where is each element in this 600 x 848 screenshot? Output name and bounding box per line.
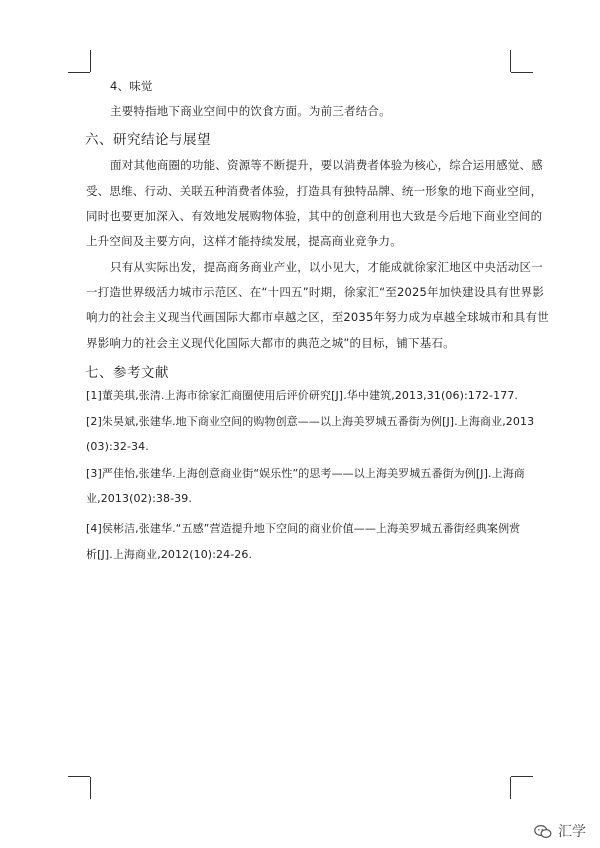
section4-item-title: 4、味觉 bbox=[110, 79, 153, 93]
reference-4-line2: 析[J].上海商业,2012(10):24-26. bbox=[86, 548, 253, 561]
reference-3-line1: [3]严佳怡,张建华.上海创意商业街“娱乐性”的思考——以上海美罗城五番街为例[J].上海商 bbox=[86, 467, 525, 480]
section6-para2-line1: 只有从实际出发，提高商务商业产业，以小见大，才能成就徐家汇地区中央活动区一 bbox=[110, 260, 543, 274]
section6-para2-line2: 一打造世界级活力城市示范区、在“十四五”时期，徐家汇“至2025年加快建设具有世界影 bbox=[86, 285, 545, 299]
section6-para1-line2: 受、思维、行动、关联五种消费者体验，打造具有独特品牌、统一形象的地下商业空间， bbox=[86, 184, 543, 198]
reference-3-line2: 业,2013(02):38-39. bbox=[86, 492, 192, 505]
reference-2-line2: (03):32-34. bbox=[86, 440, 149, 453]
reference-4-line1: [4]侯彬洁,张建华.“五感”营造提升地下空间的商业价值——上海美罗城五番街经典案例赏 bbox=[86, 522, 521, 535]
wechat-icon bbox=[534, 824, 552, 840]
reference-2-line1: [2]朱昊斌,张建华.地下商业空间的购物创意——以上海美罗城五番街为例[J].上海商业,2013 bbox=[86, 415, 535, 428]
wechat-watermark bbox=[534, 824, 586, 840]
section6-heading: 六、研究结论与展望 bbox=[85, 132, 211, 148]
section4-item-text: 主要特指地下商业空间中的饮食方面。为前三者结合。 bbox=[110, 104, 391, 118]
watermark-text: 汇学 bbox=[558, 824, 586, 840]
reference-1-line1: [1]董美琪,张清.上海市徐家汇商圈使用后评价研究[J].华中建筑,2013,31(06):172-177. bbox=[86, 389, 519, 402]
section6-para1-line3: 同时也要更加深入、有效地发展购物体验，其中的创意利用也大致是今后地下商业空间的 bbox=[86, 209, 543, 223]
section6-para1-line4: 上升空间及主要方向，这样才能持续发展，提高商业竞争力。 bbox=[86, 234, 402, 248]
section6-para1-line1: 面对其他商圈的功能、资源等不断提升，要以消费者体验为核心，综合运用感觉、感 bbox=[110, 158, 543, 172]
section7-heading: 七、参考文献 bbox=[85, 365, 169, 381]
section6-para2-line4: 界影响力的社会主义现代化国际大都市的典范之城”的目标，铺下基石。 bbox=[86, 336, 455, 350]
section6-para2-line3: 响力的社会主义现当代画国际大都市卓越之区，至2035年努力成为卓越全球城市和具有世 bbox=[86, 310, 549, 324]
